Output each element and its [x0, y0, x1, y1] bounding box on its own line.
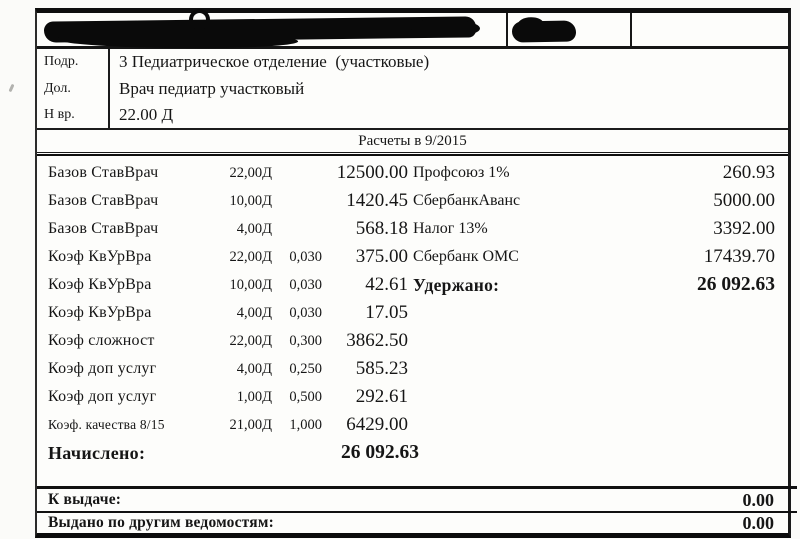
deduction-name: Сбербанк ОМС: [413, 248, 519, 265]
payout-label: К выдаче:: [48, 491, 122, 508]
accrual-hours: 4,00Д: [236, 304, 272, 321]
accrued-total-label: Начислено:: [48, 442, 146, 463]
deduction-amount: 260.93: [722, 162, 775, 183]
other-payrolls-label: Выдано по другим ведомостям:: [48, 514, 274, 531]
norm-hours-label: Н вр.: [44, 107, 75, 122]
table-row: [37, 383, 788, 411]
redaction-bar-employee: [44, 16, 476, 42]
other-payrolls-row: [37, 513, 788, 533]
accrual-amount: 17.05: [365, 302, 408, 323]
accrual-hours: 22,00Д: [229, 164, 272, 181]
accrual-coef: 0,030: [289, 276, 322, 293]
accrual-amount: 585.23: [355, 358, 408, 379]
accrual-coef: 0,500: [289, 388, 322, 405]
other-payrolls-amount: 0.00: [742, 512, 774, 533]
accrual-hours: 22,00Д: [229, 332, 272, 349]
accrual-hours: 10,00Д: [229, 192, 272, 209]
withheld-total-label: Удержано:: [413, 274, 500, 295]
payout-amount: 0.00: [742, 489, 774, 510]
accrual-name: Коэф КвУрВра: [48, 276, 152, 293]
accrual-amount: 292.61: [355, 386, 408, 407]
accrual-coef: 1,000: [289, 416, 322, 433]
accrual-name: Базов СтавВрач: [48, 164, 159, 181]
accrual-name: Коэф сложност: [48, 332, 155, 349]
payout-row: [37, 489, 788, 511]
norm-hours-value: 22.00 Д: [119, 105, 174, 124]
accrual-hours: 21,00Д: [229, 416, 272, 433]
info-block: [37, 49, 788, 130]
accrual-coef: 0,030: [289, 248, 322, 265]
info-row-department: [37, 49, 788, 75]
accrual-name: Коэф доп услуг: [48, 360, 157, 377]
info-row-norm-hours: [37, 102, 788, 128]
accrual-amount: 12500.00: [336, 162, 408, 183]
spacer: [37, 467, 788, 486]
info-row-position: [37, 75, 788, 102]
header-cell-divider: [506, 13, 508, 49]
deduction-name: Налог 13%: [413, 220, 488, 237]
department-label: Подр.: [44, 54, 79, 69]
accrual-hours: 4,00Д: [236, 360, 272, 377]
scan-speck: [9, 84, 15, 93]
withheld-total-amount: 26 092.63: [697, 274, 775, 295]
deduction-name: Профсоюз 1%: [413, 164, 510, 181]
table-row: [37, 159, 788, 187]
accrual-amount: 1420.45: [346, 190, 408, 211]
accrual-hours: 10,00Д: [229, 276, 272, 293]
accrual-name: Базов СтавВрач: [48, 192, 159, 209]
period-title: Расчеты в 9/2015: [358, 133, 467, 149]
header-row: [37, 13, 788, 49]
table-row: [37, 411, 788, 439]
accrual-coef: 0,300: [289, 332, 322, 349]
deduction-name: СбербанкАванс: [413, 192, 521, 209]
deduction-amount: 5000.00: [713, 190, 775, 211]
accrual-amount: 6429.00: [346, 414, 408, 435]
accrual-hours: 1,00Д: [236, 388, 272, 405]
accrual-name: Базов СтавВрач: [48, 220, 159, 237]
table-row: [37, 271, 788, 299]
accrual-amount: 42.61: [365, 274, 408, 295]
accrual-name: Коэф. качества 8/15: [48, 417, 165, 432]
header-cell-divider: [630, 13, 632, 49]
table-row: [37, 243, 788, 271]
deduction-amount: 3392.00: [713, 218, 775, 239]
accrual-amount: 568.18: [355, 218, 408, 239]
accrued-total-amount: 26 092.63: [341, 442, 419, 463]
accrual-amount: 3862.50: [346, 330, 408, 351]
accrual-coef: 0,030: [289, 304, 322, 321]
position-label: Дол.: [44, 80, 71, 96]
table-row: [37, 299, 788, 327]
table-row: [37, 355, 788, 383]
accrual-hours: 4,00Д: [236, 220, 272, 237]
table-row: [37, 327, 788, 355]
redaction-bar-code: [512, 20, 576, 42]
position-value: Врач педиатр участковый: [119, 78, 305, 98]
info-column-divider: [108, 49, 110, 128]
table-row: [37, 215, 788, 243]
deduction-amount: 17439.70: [703, 246, 775, 267]
accrual-amount: 375.00: [355, 246, 408, 267]
calc-table: [37, 156, 788, 439]
payslip-sheet: [35, 8, 791, 538]
accrual-name: Коэф КвУрВра: [48, 304, 152, 321]
department-value: 3 Педиатрическое отделение (участковые): [119, 52, 430, 71]
accrual-hours: 22,00Д: [229, 248, 272, 265]
table-row: [37, 187, 788, 215]
accrued-total-row: [37, 439, 788, 467]
accrual-coef: 0,250: [289, 360, 322, 377]
accrual-name: Коэф КвУрВра: [48, 248, 152, 265]
accrual-name: Коэф доп услуг: [48, 388, 157, 405]
redaction-pen-loop: [189, 9, 210, 30]
